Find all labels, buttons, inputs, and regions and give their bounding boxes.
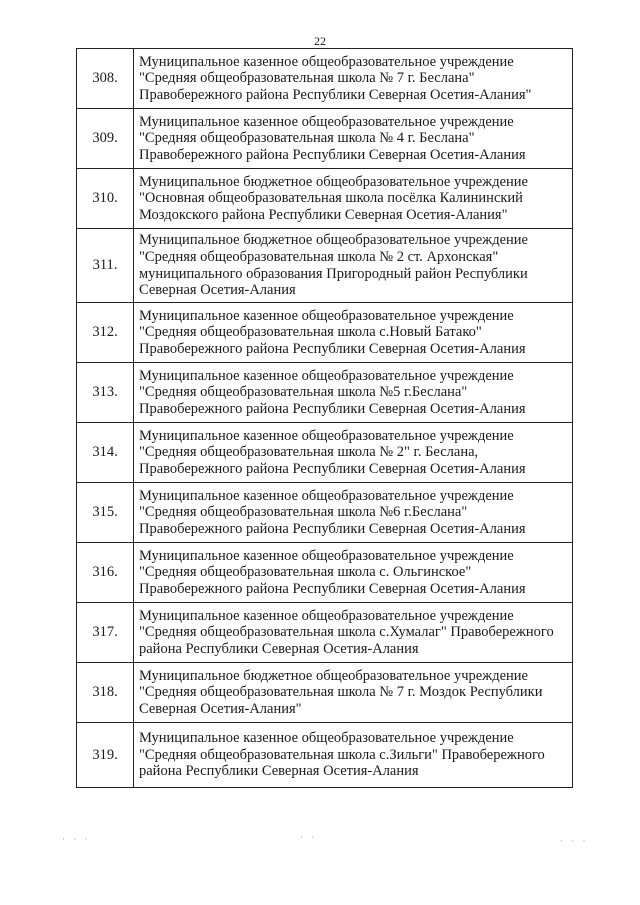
row-number: 311.: [77, 229, 134, 303]
school-name: [134, 423, 573, 483]
table-row: [77, 229, 573, 303]
scan-noise: · · ·: [560, 836, 589, 846]
school-name-line: "Средняя общеобразовательная школа № 2 ст. Архонская": [139, 248, 499, 265]
row-number: 309.: [77, 109, 134, 169]
page-number: 22: [314, 34, 326, 48]
school-name: [134, 109, 573, 169]
school-name-line: Муниципальное казенное общеобразовательное учреждение: [139, 427, 514, 444]
school-name-line: Муниципальное казенное общеобразовательное учреждение: [139, 307, 514, 324]
row-number: 310.: [77, 169, 134, 229]
school-name-line: "Средняя общеобразовательная школа с.Хумалаг" Правобережного: [139, 624, 554, 641]
school-name: [134, 363, 573, 423]
row-number: 314.: [77, 423, 134, 483]
table-row: [77, 303, 573, 363]
table-row: [77, 603, 573, 663]
table-row: [77, 109, 573, 169]
school-name-line: "Средняя общеобразовательная школа № 7 г. Моздок Республики: [139, 684, 543, 701]
school-name-line: Правобережного района Республики Северная Осетия-Алания: [139, 580, 526, 597]
school-name: [134, 49, 573, 109]
school-name-line: Северная Осетия-Алания": [139, 700, 302, 717]
table-row: [77, 423, 573, 483]
school-name: [134, 169, 573, 229]
schools-table: [76, 48, 573, 788]
school-name: [134, 483, 573, 543]
table-row: [77, 543, 573, 603]
school-name: [134, 603, 573, 663]
school-name-line: Муниципальное казенное общеобразовательное учреждение: [139, 113, 514, 130]
row-number: 318.: [77, 663, 134, 723]
school-name-line: Моздокского района Республики Северная Осетия-Алания": [139, 206, 508, 223]
school-name: [134, 663, 573, 723]
row-number: 317.: [77, 603, 134, 663]
school-name-line: "Средняя общеобразовательная школа с. Ольгинское": [139, 564, 472, 581]
row-number: 316.: [77, 543, 134, 603]
row-number: 312.: [77, 303, 134, 363]
school-name: [134, 723, 573, 788]
school-name-line: Муниципальное бюджетное общеобразовательное учреждение: [139, 667, 528, 684]
school-name-line: "Средняя общеобразовательная школа № 7 г. Беслана": [139, 70, 475, 87]
school-name-line: Правобережного района Республики Северная Осетия-Алания: [139, 520, 526, 537]
table-row: [77, 483, 573, 543]
school-name-line: муниципального образования Пригородный район Республики: [139, 265, 528, 282]
row-number: 319.: [77, 723, 134, 788]
school-name-line: "Средняя общеобразовательная школа с.Зильги" Правобережного: [139, 746, 545, 763]
table-row: [77, 363, 573, 423]
school-name-line: "Средняя общеобразовательная школа №5 г.Беслана": [139, 384, 468, 401]
school-name-line: Правобережного района Республики Северная Осетия-Алания: [139, 146, 526, 163]
row-number: 315.: [77, 483, 134, 543]
table-row: [77, 49, 573, 109]
table-row: [77, 723, 573, 788]
school-name-line: Муниципальное казенное общеобразовательное учреждение: [139, 487, 514, 504]
table-row: [77, 169, 573, 229]
school-name-line: Правобережного района Республики Северная Осетия-Алания: [139, 400, 526, 417]
school-name-line: района Республики Северная Осетия-Алания: [139, 763, 419, 780]
school-name-line: Правобережного района Республики Северная Осетия-Алания: [139, 460, 526, 477]
row-number: 313.: [77, 363, 134, 423]
school-name-line: "Основная общеобразовательная школа посёлка Калининский: [139, 190, 523, 207]
school-name-line: района Республики Северная Осетия-Алания: [139, 640, 419, 657]
school-name-line: Правобережного района Республики Северная Осетия-Алания": [139, 86, 532, 103]
school-name-line: "Средняя общеобразовательная школа № 2" г. Беслана,: [139, 444, 479, 461]
school-name-line: Муниципальное бюджетное общеобразовательное учреждение: [139, 232, 528, 249]
school-name-line: Муниципальное казенное общеобразовательное учреждение: [139, 547, 514, 564]
scan-noise: · ·: [300, 832, 318, 842]
scan-noise: · · ·: [62, 834, 91, 844]
row-number: 308.: [77, 49, 134, 109]
school-name-line: Муниципальное бюджетное общеобразовательное учреждение: [139, 173, 528, 190]
school-name-line: "Средняя общеобразовательная школа с.Новый Батако": [139, 324, 482, 341]
school-name-line: "Средняя общеобразовательная школа №6 г.Беслана": [139, 504, 468, 521]
school-name-line: Муниципальное казенное общеобразовательное учреждение: [139, 367, 514, 384]
school-name-line: Муниципальное казенное общеобразовательное учреждение: [139, 607, 514, 624]
school-name-line: Муниципальное казенное общеобразовательное учреждение: [139, 53, 514, 70]
school-name-line: Правобережного района Республики Северная Осетия-Алания: [139, 340, 526, 357]
school-name-line: Северная Осетия-Алания: [139, 282, 296, 299]
table-row: [77, 663, 573, 723]
school-name-line: "Средняя общеобразовательная школа № 4 г. Беслана": [139, 130, 475, 147]
school-name: [134, 229, 573, 303]
school-name: [134, 303, 573, 363]
school-name: [134, 543, 573, 603]
school-name-line: Муниципальное казенное общеобразовательное учреждение: [139, 730, 514, 747]
